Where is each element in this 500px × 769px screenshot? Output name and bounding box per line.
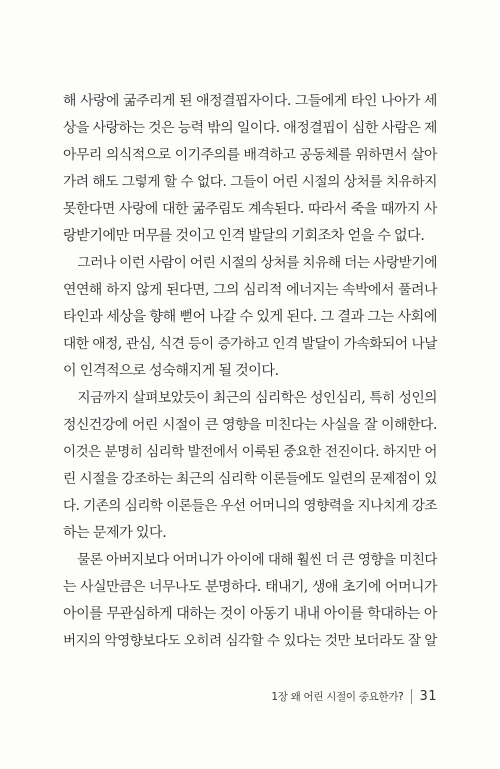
- text-line: 아무리 의식적으로 이기주의를 배격하고 공동체를 위하면서 살아: [63, 147, 437, 163]
- text-line: 아이를 무관심하게 대하는 것이 아동기 내내 아이를 학대하는 아: [63, 606, 437, 622]
- text-line: 랑받기에만 머무를 것이고 인격 발달의 기회조차 얻을 수 없다.: [63, 228, 425, 244]
- page-number: 31: [419, 688, 437, 704]
- text-line: 물론 아버지보다 어머니가 아이에 대해 훨씬 더 큰 영향을 미친다: [77, 552, 437, 568]
- text-line: 그러나 이런 사람이 어린 시절의 상처를 치유해 더는 사랑받기에: [77, 255, 437, 271]
- paragraph-1: [63, 88, 437, 250]
- text-line: 대한 애정, 관심, 식견 등이 증가하고 인격 발달이 가속화되어 나날: [63, 336, 437, 352]
- text-line: 정신건강에 어린 시절이 큰 영향을 미친다는 사실을 잘 이해한다.: [63, 417, 437, 433]
- text-line: 이것은 분명히 심리학 발전에서 이룩된 중요한 전진이다. 하지만 어: [63, 444, 437, 460]
- paragraph-3: [63, 385, 437, 547]
- text-line: 상을 사랑하는 것은 능력 밖의 일이다. 애정결핍이 심한 사람은 제: [63, 120, 437, 136]
- text-line: 다. 기존의 심리학 이론들은 우선 어머니의 영향력을 지나치게 강조: [63, 498, 437, 514]
- text-line: 해 사랑에 굶주리게 된 애정결핍자이다. 그들에게 타인 나아가 세: [63, 93, 437, 109]
- text-line: 지금까지 살펴보았듯이 최근의 심리학은 성인심리, 특히 성인의: [77, 390, 437, 406]
- text-line: 하는 문제가 있다.: [63, 525, 167, 541]
- paragraph-2: [63, 250, 437, 385]
- body-text: [63, 88, 437, 655]
- text-line: 못한다면 사랑에 대한 굶주림도 계속된다. 따라서 죽을 때까지 사: [63, 201, 437, 217]
- running-head: 1장 왜 어린 시절이 중요한가?: [271, 690, 404, 703]
- text-line: 버지의 악영향보다도 오히려 심각할 수 있다는 것만 보더라도 잘 알: [63, 633, 437, 649]
- text-line: 타인과 세상을 향해 뻗어 나갈 수 있게 된다. 그 결과 그는 사회에: [63, 309, 437, 325]
- text-line: 린 시절을 강조하는 최근의 심리학 이론들에도 일련의 문제점이 있: [63, 471, 437, 487]
- text-line: 이 인격적으로 성숙해지게 될 것이다.: [63, 363, 279, 379]
- text-line: 연연해 하지 않게 된다면, 그의 심리적 에너지는 속박에서 풀려나: [63, 282, 437, 298]
- paragraph-4: [63, 547, 437, 655]
- text-line: 는 사실만큼은 너무나도 분명하다. 태내기, 생애 초기에 어머니가: [63, 579, 437, 595]
- footer-divider: [411, 689, 412, 704]
- text-line: 가려 해도 그렇게 할 수 없다. 그들이 어린 시절의 상처를 치유하지: [63, 174, 437, 190]
- page-footer: [271, 686, 437, 706]
